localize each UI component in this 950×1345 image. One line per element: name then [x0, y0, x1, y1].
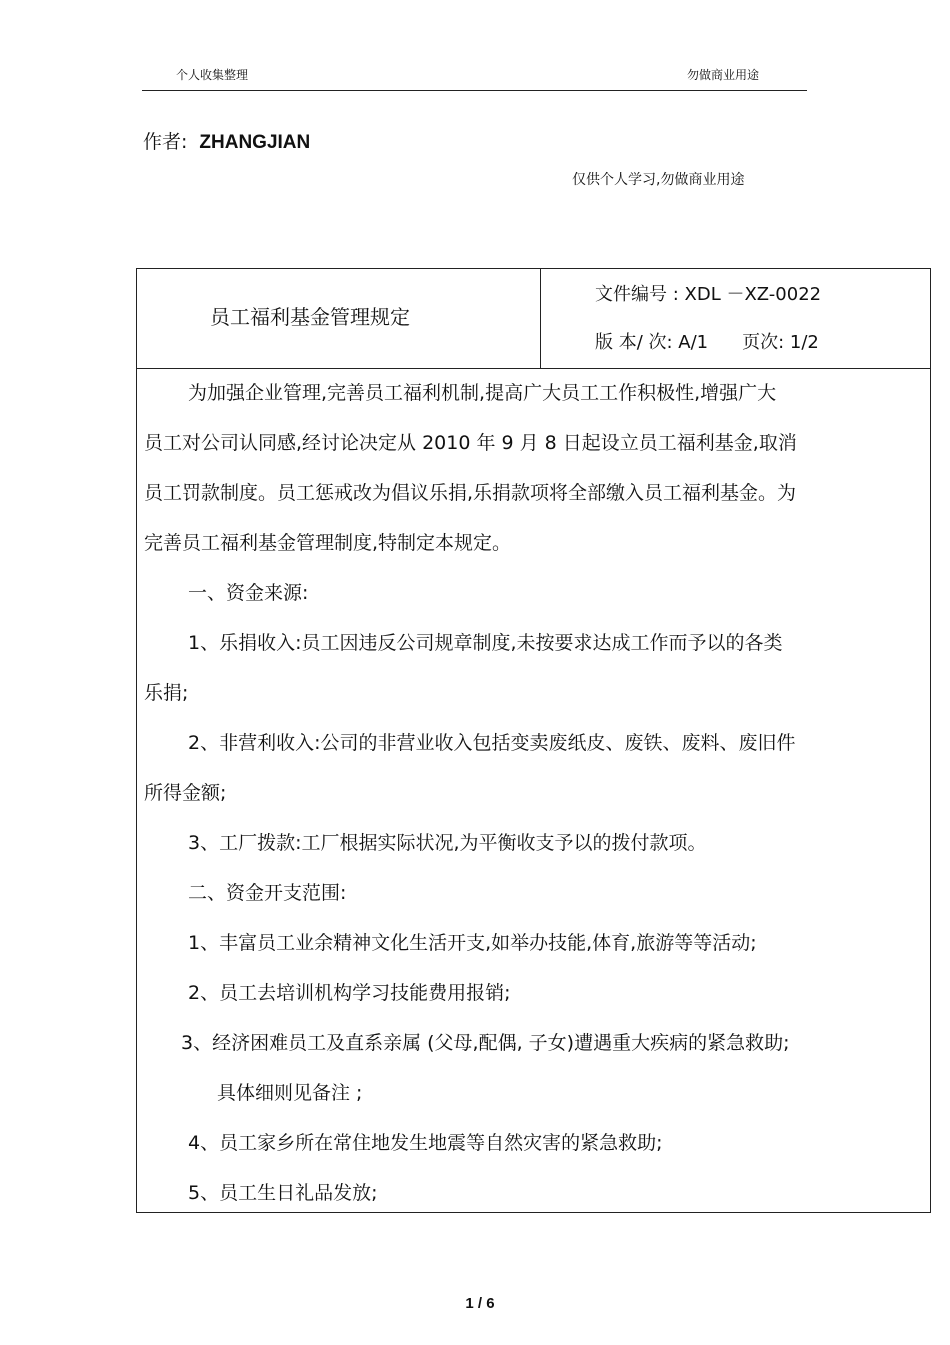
table-header-row [137, 269, 930, 369]
page-count-text: 页次: 1/2 [742, 332, 819, 353]
author-line [143, 130, 310, 155]
body-line: 4、员工家乡所在常住地发生地震等自然灾害的紧急救助; [188, 1132, 663, 1154]
header-divider [142, 90, 807, 91]
document-title: 员工福利基金管理规定 [210, 305, 410, 329]
body-line: 员工罚款制度。员工惩戒改为倡议乐捐,乐捐款项将全部缴入员工福利基金。为 [144, 482, 797, 504]
body-line: 所得金额; [144, 782, 227, 804]
version-text: 版 本/ 次: A/1 [595, 332, 709, 353]
version-page-line [595, 331, 819, 355]
body-line: 为加强企业管理,完善员工福利机制,提高广大员工工作积极性,增强广大 [188, 382, 777, 404]
section-heading: 二、资金开支范围: [188, 882, 347, 904]
body-line: 乐捐; [144, 682, 189, 704]
body-line: 5、员工生日礼品发放; [188, 1182, 378, 1204]
header-column-divider [540, 269, 541, 368]
body-line: 完善员工福利基金管理制度,特制定本规定。 [144, 532, 512, 554]
section-heading: 一、资金来源: [188, 582, 309, 604]
header-left-text: 个人收集整理 [176, 68, 249, 82]
author-name: ZHANGJIAN [199, 132, 311, 153]
page-number: 1 / 6 [465, 1295, 495, 1312]
body-line: 2、员工去培训机构学习技能费用报销; [188, 982, 511, 1004]
body-line: 2、非营利收入:公司的非营业收入包括变卖废纸皮、废铁、废料、废旧件 [188, 732, 796, 754]
body-line: 员工对公司认同感,经讨论决定从 2010 年 9 月 8 日起设立员工福利基金,取消 [144, 432, 797, 454]
body-line: 1、乐捐收入:员工因违反公司规章制度,未按要求达成工作而予以的各类 [188, 632, 783, 654]
header-right-text: 勿做商业用途 [687, 68, 760, 82]
body-line: 3、经济困难员工及直系亲属 (父母,配偶, 子女)遭遇重大疾病的紧急救助; [181, 1032, 790, 1054]
body-line: 1、丰富员工业余精神文化生活开支,如举办技能,体育,旅游等等活动; [188, 932, 757, 954]
body-line: 具体细则见备注 ; [217, 1082, 363, 1104]
document-table [136, 268, 931, 1213]
body-line: 3、工厂拨款:工厂根据实际状况,为平衡收支予以的拨付款项。 [188, 832, 707, 854]
file-number: 文件编号 : XDL －XZ-0022 [595, 284, 822, 305]
usage-notice: 仅供个人学习,勿做商业用途 [572, 172, 745, 188]
author-label: 作者: [143, 131, 188, 153]
